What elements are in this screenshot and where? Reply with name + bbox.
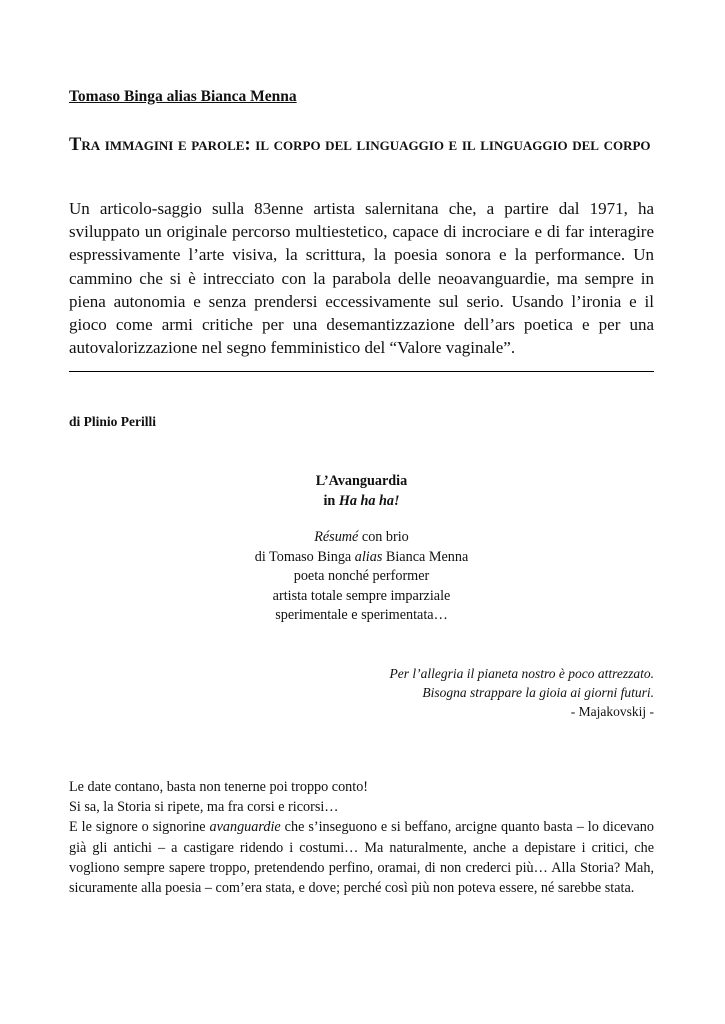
body-paragraph-3-start: E le signore o signorine: [69, 819, 210, 836]
poem-line-2: [69, 548, 654, 568]
poem-title: [69, 472, 654, 511]
author-heading: Tomaso Binga alias Bianca Menna: [69, 88, 297, 105]
article-title: Tra immagini e parole: il corpo del linguaggio e il linguaggio del corpo: [69, 135, 651, 155]
poem-line-4: artista totale sempre imparziale: [272, 587, 451, 604]
poem-title-prefix: in: [323, 492, 339, 509]
poem-body: [69, 528, 654, 626]
separator-rule: [69, 371, 654, 372]
byline: di Plinio Perilli: [69, 414, 156, 429]
body-text: [69, 777, 654, 898]
poem-line-2-suffix: Bianca Menna: [382, 548, 469, 565]
article-abstract: Un articolo-saggio sulla 83enne artista salernitana che, a partire dal 1971, ha sviluppato un originale percorso multiestetico, capace di incrociare e di far interagire espressivamente l’arte visiva, la scrittura, la poesia sonora e la performance. Un cammino che si è intrecciato con la parabola delle neoavanguardie, ma sempre in piena autonomia e senza prendersi eccessivamente sul serio. Usando l’ironia e il gioco come armi critiche per una desemantizzazione dell’ars poetica e per una autovalorizzazione nel segno femministico del “Valore vaginale”.: [69, 199, 654, 358]
poem-line-5: sperimentale e sperimentata…: [275, 607, 448, 623]
epigraph-line-2: Bisogna strappare la gioia ai giorni futuri.: [422, 685, 654, 700]
poem-line-2-italic: alias: [354, 548, 383, 565]
body-paragraph-1: Le date contano, basta non tenerne poi troppo conto!: [69, 779, 369, 795]
body-paragraph-3-end: che s’inseguono e si beffano, arcigne quanto basta – lo dicevano già gli antichi – a castigare ridendo i costumi… Ma naturalmente, anche a depistare i critici, che vogliono sempre sapere troppo, pretendendo perfino, oramai, di non crederci più… Alla Storia? Mah, sicuramente alla poesia – com’era stata, e dove; perché così più non poteva essere, né sarebbe stata.: [69, 819, 654, 897]
epigraph-line-1: Per l’allegria il pianeta nostro è poco attrezzato.: [389, 666, 654, 681]
poem-title-line-2: [69, 492, 654, 512]
poem-title-line-1: L’Avanguardia: [315, 473, 408, 489]
poem-line-3: poeta nonché performer: [293, 568, 430, 584]
body-paragraph-3-italic: avanguardie: [209, 819, 281, 836]
body-paragraph-3: [69, 817, 654, 898]
poem-line-1: [69, 528, 654, 548]
epigraph-attribution: - Majakovskij -: [570, 704, 654, 719]
poem-line-1-italic: Résumé: [314, 529, 359, 545]
poem-line-1-rest: con brio: [358, 529, 409, 545]
poem-title-italic: Ha ha ha!: [338, 492, 400, 509]
body-paragraph-2: Si sa, la Storia si ripete, ma fra corsi e ricorsi…: [69, 799, 339, 816]
poem-line-2-prefix: di Tomaso Binga: [254, 548, 355, 565]
epigraph: [234, 664, 654, 721]
